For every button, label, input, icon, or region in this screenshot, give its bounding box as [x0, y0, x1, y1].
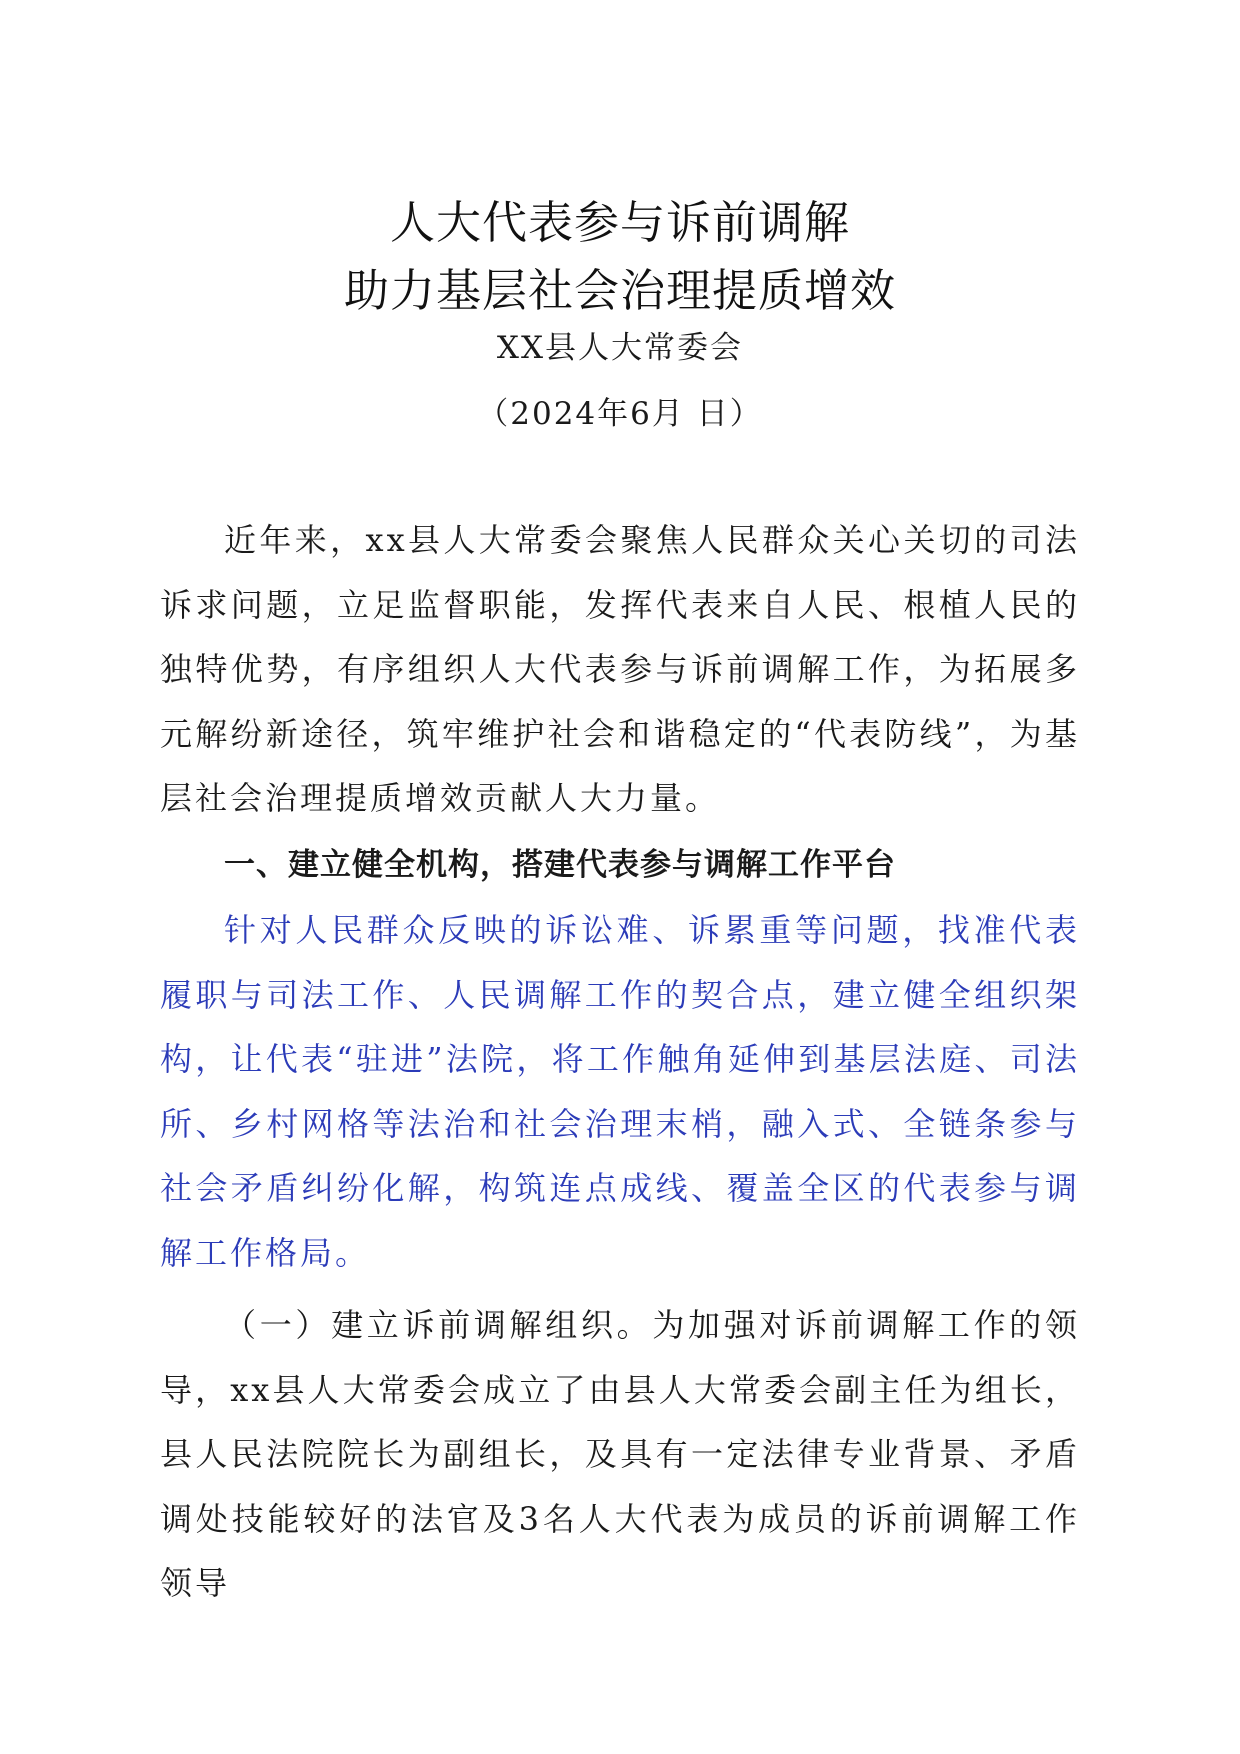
section-1-paragraph: 针对人民群众反映的诉讼难、诉累重等问题，找准代表履职与司法工作、人民调解工作的契合点，建立健全组织架构，让代表“驻进”法院，将工作触角延伸到基层法庭、司法所、乡村网格等法治和社会治理末梢，融入式、全链条参与社会矛盾纠纷化解，构筑连点成线、覆盖全区的代表参与调解工作格局。	[160, 911, 1080, 1272]
subsection-1-paragraph: （一）建立诉前调解组织。为加强对诉前调解工作的领导，xx县人大常委会成立了由县人大常委会副主任为组长，县人民法院院长为副组长，及具有一定法律专业背景、矛盾调处技能较好的法官及3名人大代表为成员的诉前调解工作领导	[160, 1306, 1080, 1602]
intro-paragraph: 近年来，xx县人大常委会聚焦人民群众关心关切的司法诉求问题，立足监督职能，发挥代表来自人民、根植人民的独特优势，有序组织人大代表参与诉前调解工作，为拓展多元解纷新途径，筑牢维护社会和谐稳定的“代表防线”，为基层社会治理提质增效贡献人大力量。	[160, 521, 1080, 817]
document-date: （2024年6月 日）	[477, 396, 763, 432]
document-title-line-2: 助力基层社会治理提质增效	[343, 264, 896, 317]
section-1-heading: 一、建立健全机构，搭建代表参与调解工作平台	[224, 847, 896, 883]
document-title-line-1: 人大代表参与诉前调解	[389, 196, 850, 249]
issuing-organization: XX县人大常委会	[496, 330, 744, 366]
